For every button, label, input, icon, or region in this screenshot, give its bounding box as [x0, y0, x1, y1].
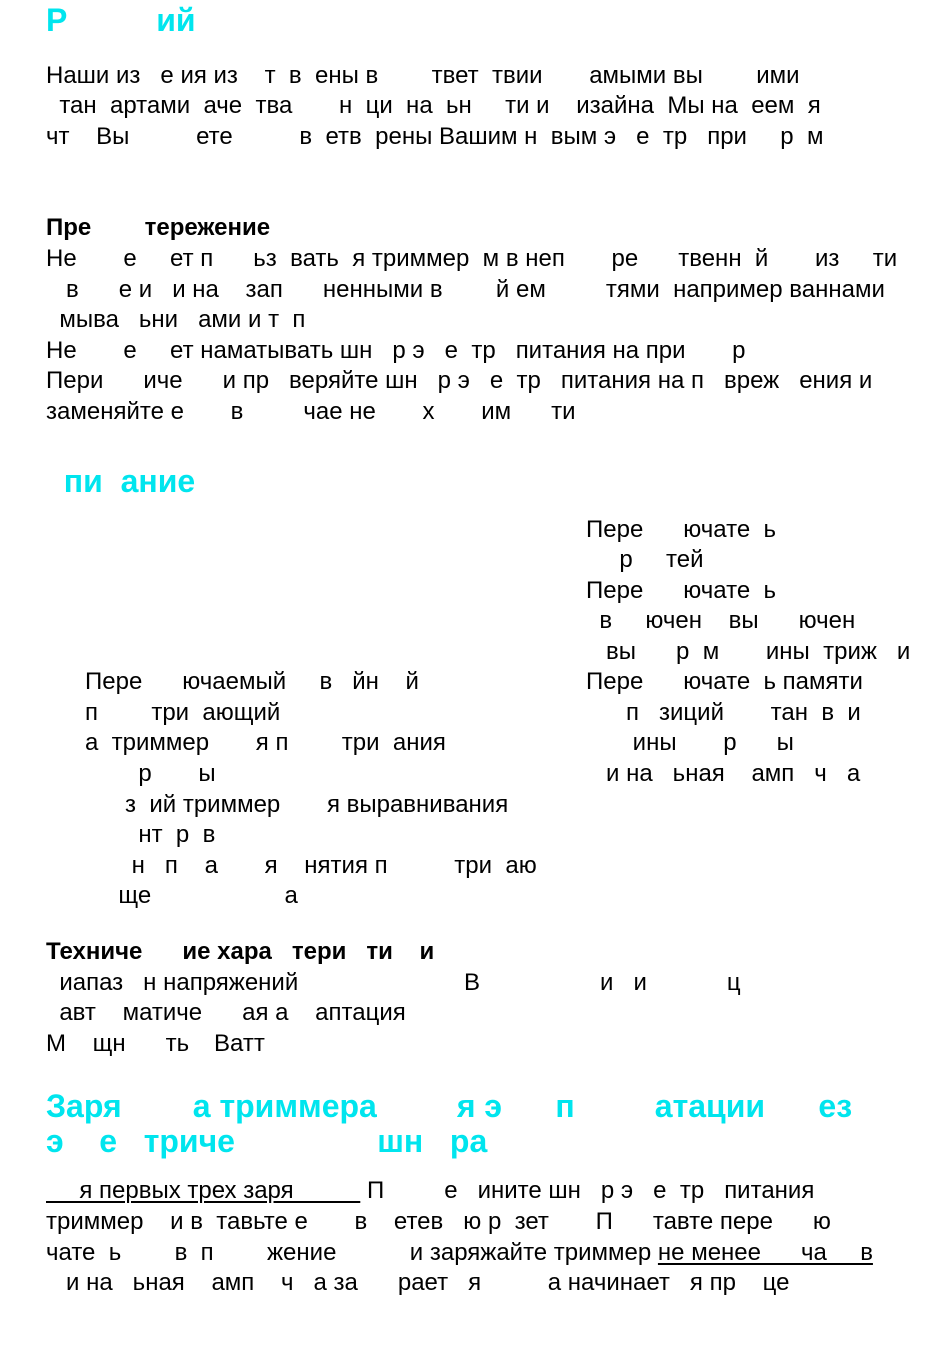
intro-line-2: тан артами аче тва н ци на ьн ти и изайна Мы на еем я	[46, 92, 821, 119]
charging-first-charges-note: я первых трех заря	[46, 1177, 361, 1204]
warning-title: Пре тережение	[46, 214, 271, 241]
charging-line-3-text: чате ь в п жение и заряжайте триммер	[46, 1239, 658, 1266]
part-label-left-4: р ы	[85, 760, 216, 787]
warning-line-6: заменяйте е в чае не х им ти	[46, 398, 576, 425]
part-label-right-7: п зиций тан в и	[586, 699, 861, 726]
part-label-left-5: з ий триммер я выравнивания	[85, 791, 509, 818]
section-title-russian: Р ий	[46, 2, 196, 38]
charging-title-line-2: э е триче шн ра	[46, 1123, 488, 1159]
warning-line-3: мыва ьни ами и т п	[46, 306, 306, 333]
part-label-left-6: нт р в	[85, 821, 216, 848]
warning-line-1: Не е ет п ьз вать я триммер м в неп ре твенн й из ти	[46, 245, 898, 272]
part-label-left-3: а триммер я п три ания	[85, 729, 446, 756]
part-label-right-1: Пере ючате ь	[586, 516, 777, 543]
part-label-right-5: вы р м ины триж и	[586, 638, 911, 665]
part-label-right-4: в ючен вы ючен	[586, 607, 856, 634]
intro-line-3: чт Вы ете в етв рены Вашим н вым э е тр при р м	[46, 123, 824, 150]
charging-line-2: триммер и в тавьте е в етев ю р зет П тавте пере ю	[46, 1208, 831, 1235]
part-label-right-3: Пере ючате ь	[586, 577, 777, 604]
charging-line-3	[46, 1238, 873, 1268]
charging-line-1	[46, 1176, 814, 1206]
charging-title-line-1: Заря а триммера я э п атации ез	[46, 1088, 853, 1124]
warning-line-5: Пери иче и пр веряйте шн р э е тр питания на п вреж ения и	[46, 367, 873, 394]
spec-label-power: М щн ть	[46, 1030, 190, 1057]
spec-label-voltage: иапаз н напряжений	[46, 969, 299, 996]
spec-value-power: Ватт	[214, 1030, 265, 1057]
charging-min-hours-note: не менее ча в	[657, 1239, 873, 1266]
charging-line-4: и на ьная амп ч а за рает я а начинает я пр це	[46, 1269, 790, 1296]
part-label-left-7: н п а я нятия п три аю	[85, 852, 537, 879]
description-title: пи ание	[46, 463, 196, 499]
spec-value-voltage: В и и ц	[464, 969, 741, 996]
intro-line-1: Наши из е ия из т в ены в твет твии амыми вы ими	[46, 62, 800, 89]
part-label-right-6: Пере ючате ь памяти	[586, 668, 863, 695]
part-label-right-8: ины р ы	[586, 729, 794, 756]
part-label-right-2: р тей	[586, 546, 704, 573]
warning-line-2: в е и и на зап ненными в й ем тями например ваннами	[46, 276, 885, 303]
warning-line-4: Не е ет наматывать шн р э е тр питания на при р	[46, 337, 746, 364]
specs-title: Техниче ие хара тери ти и	[46, 938, 435, 965]
part-label-left-1: Пере ючаемый в йн й	[85, 668, 419, 695]
spec-label-adaptation: авт матиче ая а аптация	[46, 999, 406, 1026]
part-label-left-8: ще а	[85, 882, 298, 909]
part-label-left-2: п три ающий	[85, 699, 281, 726]
part-label-right-9: и на ьная амп ч а	[586, 760, 861, 787]
charging-line-1-rest: П е ините шн р э е тр питания	[360, 1177, 815, 1204]
